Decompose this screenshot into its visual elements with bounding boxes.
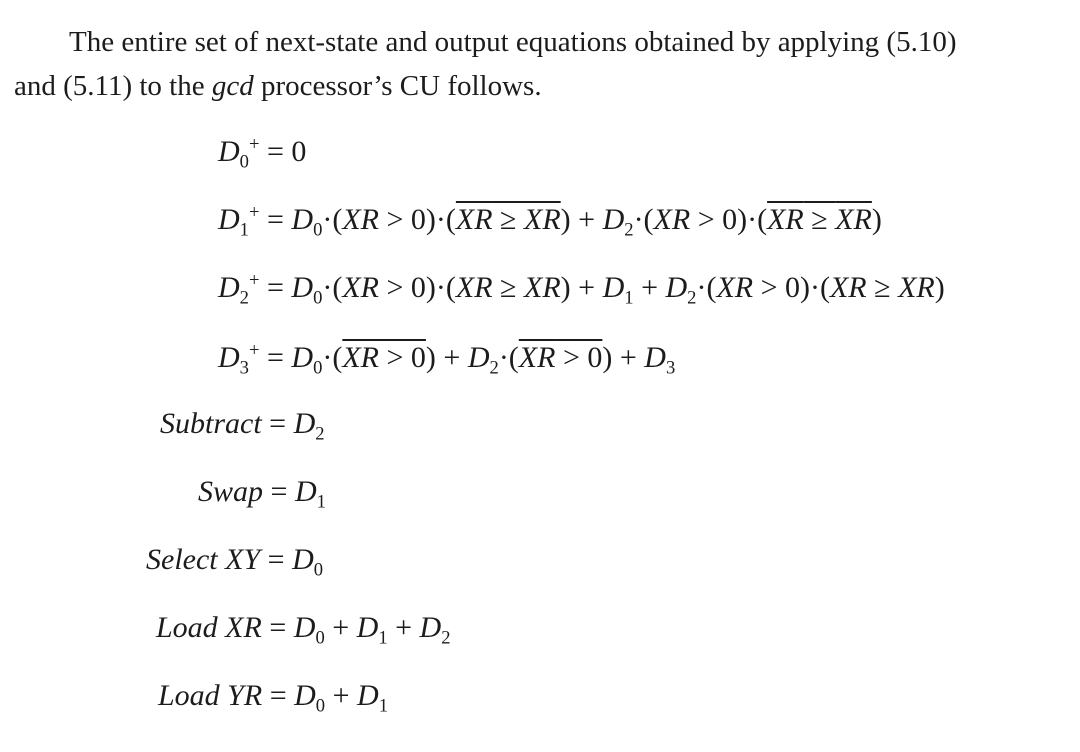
equation-swap: Swap = $D_1$ (198, 475, 326, 513)
equation-load-yr: Load YR = $D_0 + D_1$ (158, 679, 388, 717)
intro-line-2-end: processor’s CU follows. (253, 70, 542, 102)
intro-line-1: The entire set of next-state and output equations obtained by applying (5.10) (69, 26, 957, 58)
gcd-term: gcd (211, 70, 254, 102)
intro-line-2-start: and (5.11) to the (14, 70, 212, 102)
equation-d0-next: $D_0^+ = 0$ (218, 133, 307, 173)
equation-d3-next: $D_3^+ = D_0\cdot(XR > 0) + D_2\cdot(XR > 0) + D_3$ (218, 339, 676, 379)
equation-subtract: Subtract = $D_2$ (160, 407, 325, 445)
equation-select-xy: Select XY = $D_0$ (146, 543, 324, 581)
equation-d2-next: $D_2^+ = D_0\cdot(XR > 0)\cdot(XR \ge XR) + D_1 + D_2\cdot(XR > 0)\cdot(XR \ge XR)$ (218, 269, 945, 309)
intro-line-2 (14, 64, 1074, 108)
equation-d1-next: $D_1^+ = D_0\cdot(XR > 0)\cdot(XR \ge XR) + D_2\cdot(XR > 0)\cdot(XR \ge XR)$ (218, 201, 882, 241)
equation-load-xr: Load XR = $D_0 + D_1 + D_2$ (156, 611, 451, 649)
intro-paragraph (14, 20, 1074, 108)
